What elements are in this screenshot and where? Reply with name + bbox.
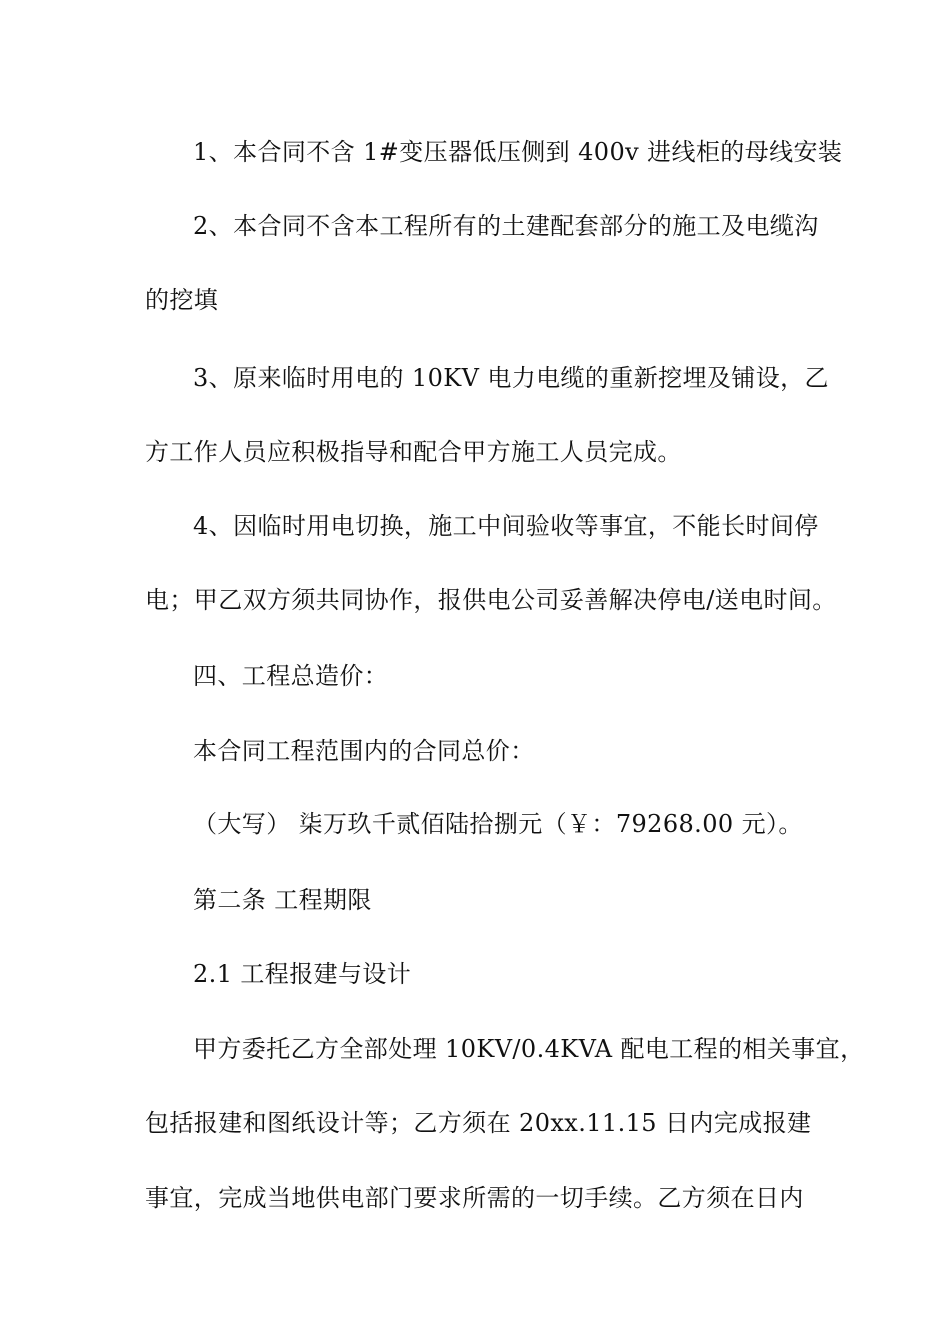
paragraph-line-1: 甲方委托乙方全部处理 10KV/0.4KVA 配电工程的相关事宜， <box>193 1035 865 1063</box>
clause-line-2-cont: 的挖填 <box>145 286 219 314</box>
total-price-intro: 本合同工程范围内的合同总价： <box>193 737 535 765</box>
subsection-heading-2-1: 2.1 工程报建与设计 <box>193 960 412 988</box>
clause-line-4: 4、因临时用电切换，施工中间验收等事宜，不能长时间停 <box>193 512 819 540</box>
paragraph-line-2: 包括报建和图纸设计等；乙方须在 20xx.11.15 日内完成报建 <box>145 1109 812 1137</box>
paragraph-line-3: 事宜，完成当地供电部门要求所需的一切手续。乙方须在日内 <box>145 1184 804 1212</box>
clause-line-2: 2、本合同不含本工程所有的土建配套部分的施工及电缆沟 <box>193 212 819 240</box>
total-price-amount: （大写） 柒万玖千贰佰陆拾捌元（￥：79268.00 元）。 <box>193 810 803 838</box>
clause-line-1: 1、本合同不含 1#变压器低压侧到 400v 进线柜的母线安装 <box>193 138 843 166</box>
clause-line-3-cont: 方工作人员应积极指导和配合甲方施工人员完成。 <box>145 438 682 466</box>
article-heading-term: 第二条 工程期限 <box>193 886 372 914</box>
clause-line-3: 3、原来临时用电的 10KV 电力电缆的重新挖埋及铺设，乙 <box>193 364 829 392</box>
clause-line-4-cont: 电；甲乙双方须共同协作，报供电公司妥善解决停电/送电时间。 <box>145 586 837 614</box>
section-heading-total-price: 四、工程总造价： <box>193 662 389 690</box>
